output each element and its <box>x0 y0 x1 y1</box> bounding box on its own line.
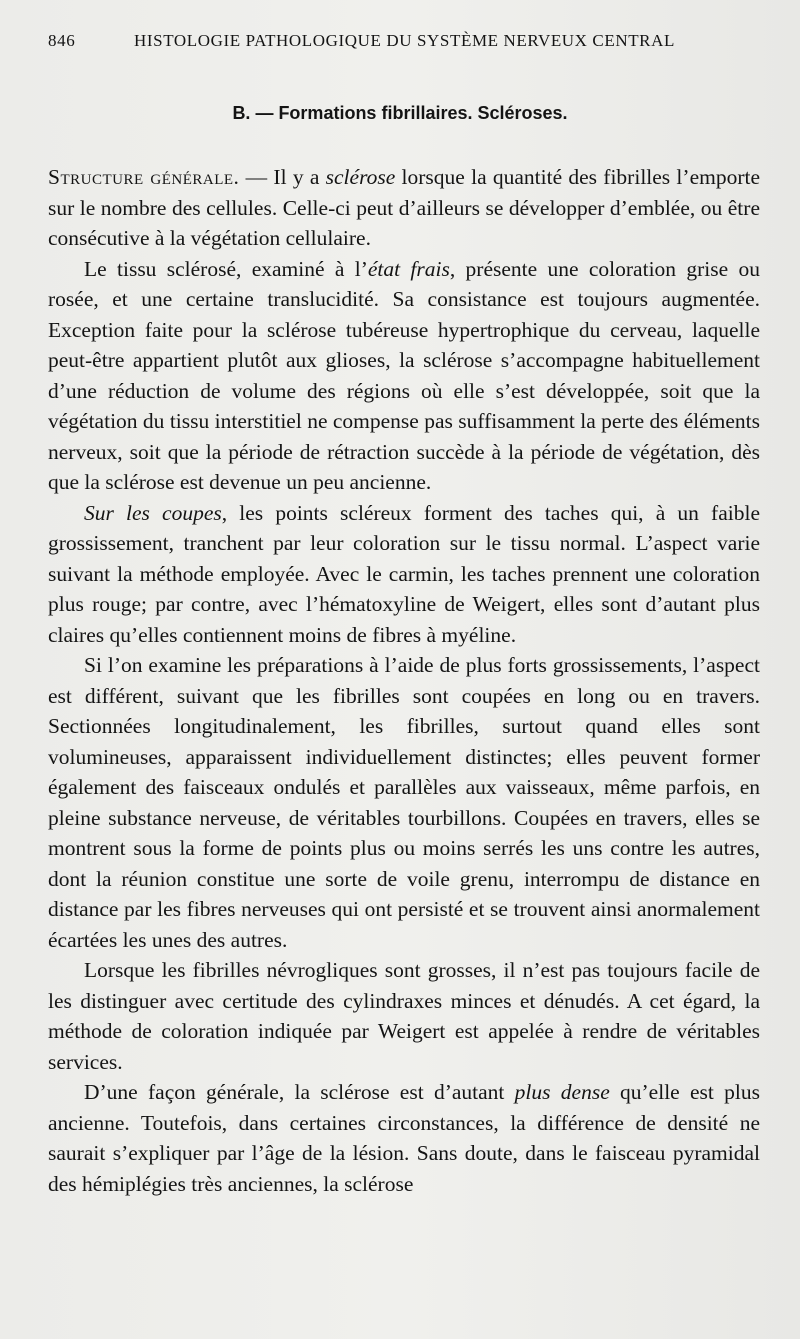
paragraph-text: D’une façon générale, la sclérose est d’autant <box>84 1080 515 1104</box>
running-title: HISTOLOGIE PATHOLOGIQUE DU SYSTÈME NERVEUX CENTRAL <box>134 31 675 50</box>
paragraph-text: Si l’on examine les préparations à l’aide de plus forts grossissements, l’aspect est différent, suivant que les fibrilles sont coupées en long ou en travers. Sectionnées longitudinalement, les fibrilles, surtout quand elles sont volumineuses, apparaissent individuellement distinctes; elles peuvent former également des faisceaux ondulés et parallèles aux vaisseaux, même parfois, en pleine substance nerveuse, de véritables tourbillons. Coupées en travers, elles se montrent sous la forme de points plus ou moins serrés les uns contre les autres, dont la réunion constitue une sorte de voile grenu, interrompu de distance en distance par les fibres nerveuses qui ont persisté et se trouvent ainsi anormalement écartées les unes des autres. <box>48 653 760 952</box>
paragraph-text: , présente une coloration grise ou rosée, et une certaine translucidité. Sa consistance est toujours augmentée. Exception faite pour la sclérose tubéreuse hypertrophique du cerveau, laquelle peut-être appartient plutôt aux glioses, la sclérose s’accompagne habituellement d’une réduction de volume des régions où elle s’est développée, soit que la végétation du tissu interstitiel ne compense pas suffisamment la perte des éléments nerveux, soit que la période de rétraction succède à la période de végétation, dès que la sclérose est devenue un peu ancienne. <box>48 256 760 494</box>
paragraph-forts-grossissements <box>48 650 760 955</box>
section-heading: B. — Formations fibrillaires. Scléroses. <box>232 103 568 123</box>
paragraph-text: lorsque la quantité des fibrilles l’emporte sur le nombre des cellules. Celle-ci peut d’ailleurs se développer d’emblée, ou être consécutive à la végétation cellulaire. <box>48 165 761 250</box>
paragraph-text: — Il y a <box>239 165 326 189</box>
paragraph-lead-in: Structure générale. <box>48 165 240 189</box>
italic-term: état frais <box>367 256 450 281</box>
paragraph-text: Lorsque les fibrilles névrogliques sont grosses, il n’est pas toujours facile de les distinguer avec certitude des cylindraxes minces et dénudés. A cet égard, la méthode de coloration indiquée par Weigert est appelée à rendre de véritables services. <box>48 958 760 1074</box>
paragraph-densite <box>48 1077 760 1199</box>
paragraph-etat-frais <box>48 254 760 498</box>
italic-term: Sur les coupes <box>84 500 222 525</box>
body-text <box>48 162 760 1199</box>
italic-term: plus dense <box>514 1080 610 1104</box>
paragraph-sur-les-coupes <box>48 498 760 651</box>
paragraph-text: qu’elle est plus ancienne. Toutefois, dans certaines circonstances, la différence de densité ne saurait s’expliquer par l’âge de la lésion. Sans doute, dans le faisceau pyramidal des hémiplégies très anciennes, la sclérose <box>48 1080 760 1196</box>
paragraph-text: Le tissu sclérosé, examiné à l’ <box>84 256 368 281</box>
italic-term: sclérose <box>325 165 396 189</box>
paragraph-fibrilles-nevrogliques <box>48 955 760 1077</box>
page-number: 846 <box>48 31 76 50</box>
paragraph-structure-generale <box>48 162 760 254</box>
paragraph-text: , les points scléreux forment des taches qui, à un faible grossissement, tranchent par leur coloration sur le tissu normal. L’aspect varie suivant la méthode employée. Avec le carmin, les taches prennent une coloration plus rouge; par contre, avec l’hématoxyline de Weigert, elles sont d’autant plus claires qu’elles contiennent moins de fibres à myéline. <box>48 500 760 647</box>
